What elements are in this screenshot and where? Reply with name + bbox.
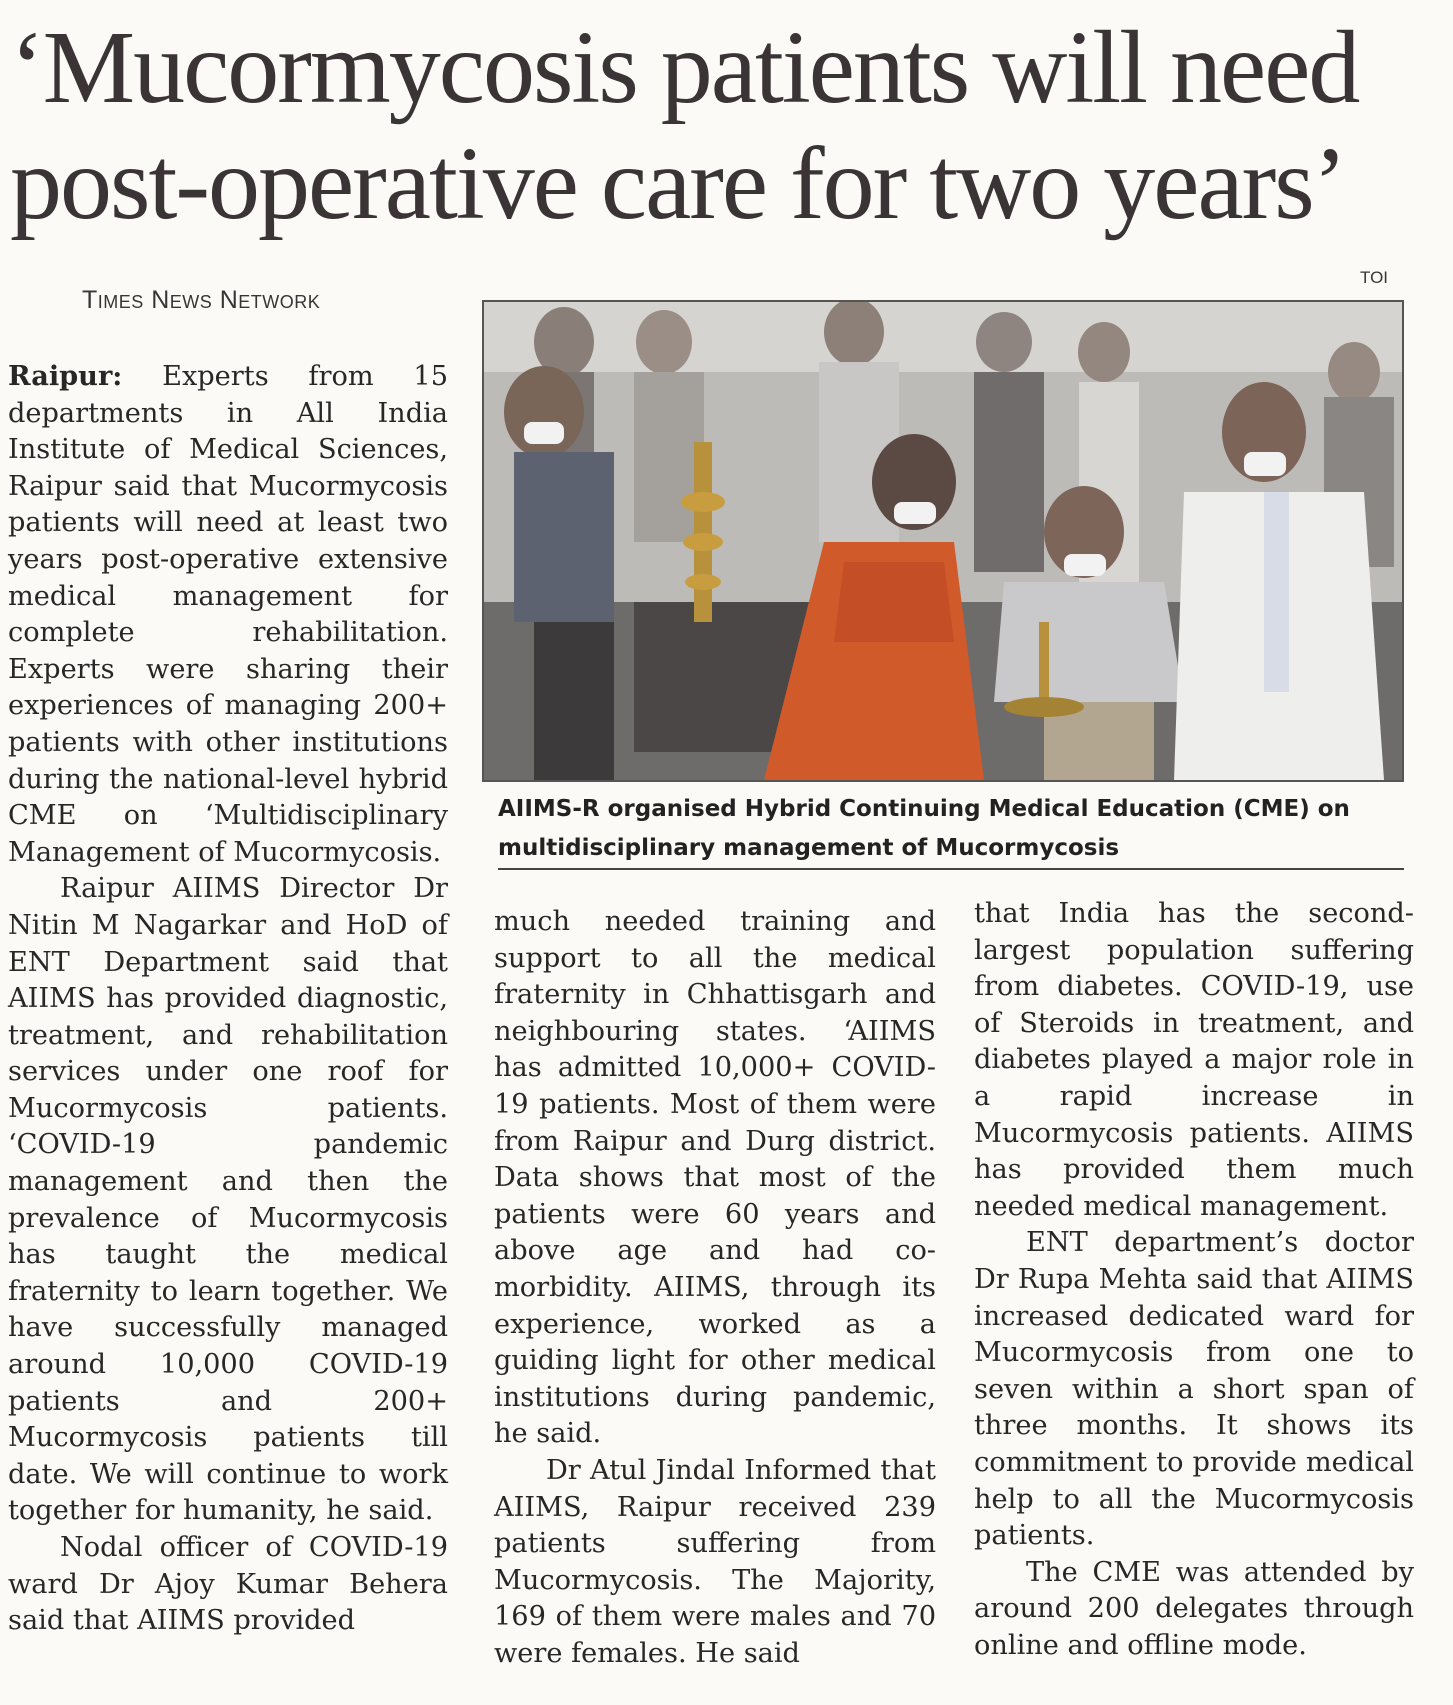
article-column-1 bbox=[8, 358, 448, 1640]
headline-line-1: ‘Mucormycosis patients will need bbox=[10, 10, 1359, 125]
paragraph bbox=[8, 358, 448, 871]
paragraph: that India has the second-largest population suffering from diabetes. COVID-19, use of Steroids in treatment, and diabetes played a major role in a rapid increase in Mucormycosis patients. AIIMS has provided them much needed medical management. bbox=[974, 898, 1414, 1222]
photo-illustration bbox=[484, 302, 1402, 780]
photo-credit: TOI bbox=[1360, 268, 1389, 287]
photo-caption bbox=[498, 790, 1388, 868]
byline: Times News Network bbox=[82, 286, 321, 314]
article-column-2 bbox=[494, 904, 936, 1672]
paragraph: The CME was attended by around 200 delegates through online and offline mode. bbox=[974, 1556, 1414, 1661]
paragraph: much needed training and support to all the medical fraternity in Chhattisgarh and neighbouring states. ‘AIIMS has admitted 10,000+ COVID-19 patients. Most of them were from Raipur and Durg district. Data shows that most of the patients were 60 years and above age and had co-morbidity. AIIMS, through its experience, worked as a guiding light for other medical institutions during pandemic, he said. bbox=[494, 906, 936, 1450]
paragraph: Nodal officer of COVID-19 ward Dr Ajoy Kumar Behera said that AIIMS provided bbox=[8, 1532, 448, 1637]
headline-line-2: post-operative care for two years’ bbox=[10, 126, 1346, 241]
paragraph: ENT department’s doctor Dr Rupa Mehta said that AIIMS increased dedicated ward for Mucormycosis from one to seven within a short span of three months. It shows its commitment to provide medical help to all the Mucormycosis patients. bbox=[974, 1227, 1414, 1552]
paragraph: Raipur AIIMS Director Dr Nitin M Nagarkar and HoD of ENT Department said that AIIMS has provided diagnostic, treatment, and rehabilitation services under one roof for Mucormycosis patients. ‘COVID-19 pandemic management and then the prevalence of Mucormycosis has taught the medical fraternity to learn together. We have successfully managed around 10,000 COVID-19 patients and 200+ Mucormycosis patients till date. We will continue to work together for humanity, he said. bbox=[8, 873, 448, 1527]
paragraph-text: Experts from 15 departments in All India Institute of Medical Sciences, Raipur said that Mucormycosis patients will need at least two years post-operative extensive medical management for complete rehabilitation. Experts were sharing their experiences of managing 200+ patients with other institutions during the national-level hybrid CME on ‘Multidisciplinary Management of Mucormycosis. bbox=[8, 361, 448, 868]
dateline: Raipur: bbox=[8, 360, 123, 392]
caption-divider bbox=[498, 868, 1404, 870]
paragraph: Dr Atul Jindal Informed that AIIMS, Raipur received 239 patients suffering from Mucormycosis. The Majority, 169 of them were males and 70 were females. He said bbox=[494, 1454, 936, 1669]
news-photo bbox=[482, 300, 1404, 782]
article-column-3 bbox=[974, 896, 1414, 1664]
caption-line-2: multidisciplinary management of Mucormycosis bbox=[498, 835, 1120, 861]
headline bbox=[10, 10, 1400, 242]
caption-line-1: AIIMS-R organised Hybrid Continuing Medical Education (CME) on bbox=[498, 796, 1350, 822]
